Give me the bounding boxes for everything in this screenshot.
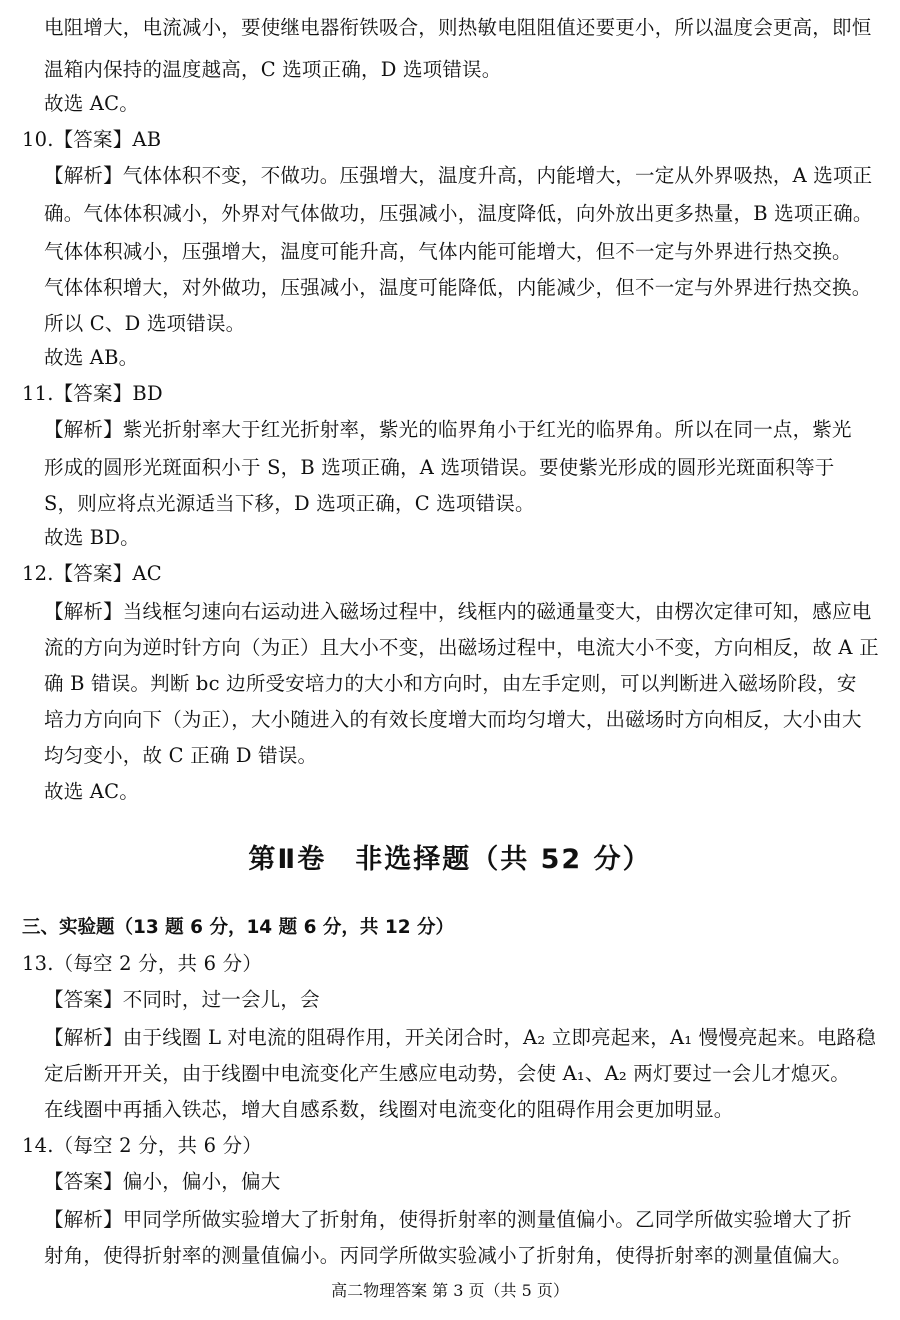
q12-line: 均匀变小，故 C 正确 D 错误。 (44, 744, 318, 767)
q13-line: 定后断开开关，由于线圈中电流变化产生感应电动势，会使 A₁、A₂ 两灯要过一会儿才熄灭。 (44, 1062, 850, 1085)
q10-line: 气体体积增大，对外做功，压强减小，温度可能降低，内能减少，但不一定与外界进行热交换。 (44, 276, 872, 299)
q14-header: 14.（每空 2 分，共 6 分） (22, 1134, 263, 1157)
text-line: 电阻增大，电流减小，要使继电器衔铁吸合，则热敏电阻阻值还要更小，所以温度会更高，即恒 (44, 16, 872, 39)
text-line: 温箱内保持的温度越高，C 选项正确，D 选项错误。 (44, 58, 502, 81)
q11-line: 形成的圆形光斑面积小于 S，B 选项正确，A 选项错误。要使紫光形成的圆形光斑面积等于 (44, 456, 835, 479)
q10-line: 【解析】气体体积不变，不做功。压强增大，温度升高，内能增大，一定从外界吸热，A 选项正 (44, 164, 873, 187)
q10-line: 气体体积减小，压强增大，温度可能升高，气体内能可能增大，但不一定与外界进行热交换。 (44, 240, 852, 263)
q10-line: 确。气体体积减小，外界对气体做功，压强减小，温度降低，向外放出更多热量，B 选项正确。 (44, 202, 873, 225)
page-footer: 高二物理答案 第 3 页（共 5 页） (331, 1281, 569, 1300)
q11-line: 故选 BD。 (44, 526, 140, 549)
q14-line: 【答案】偏小，偏小，偏大 (44, 1170, 281, 1193)
q13-line: 【答案】不同时，过一会儿，会 (44, 988, 320, 1011)
q13-header: 13.（每空 2 分，共 6 分） (22, 952, 263, 975)
q10-line: 所以 C、D 选项错误。 (44, 312, 246, 335)
q12-line: 流的方向为逆时针方向（为正）且大小不变，出磁场过程中，电流大小不变，方向相反，故 A 正 (44, 636, 879, 659)
q13-line: 在线圈中再插入铁芯，增大自感系数，线圈对电流变化的阻碍作用会更加明显。 (44, 1098, 734, 1121)
q12-line: 确 B 错误。判断 bc 边所受安培力的大小和方向时，由左手定则，可以判断进入磁场阶段，安 (44, 672, 857, 695)
q14-line: 【解析】甲同学所做实验增大了折射角，使得折射率的测量值偏小。乙同学所做实验增大了折 (44, 1208, 852, 1231)
q14-line: 射角，使得折射率的测量值偏小。丙同学所做实验减小了折射角，使得折射率的测量值偏大。 (44, 1244, 852, 1267)
q12-line: 故选 AC。 (44, 780, 139, 803)
q10-line: 故选 AB。 (44, 346, 139, 369)
q12-line: 【解析】当线框匀速向右运动进入磁场过程中，线框内的磁通量变大，由楞次定律可知，感应电 (44, 600, 872, 623)
q11-answer: 11.【答案】BD (22, 382, 163, 405)
part-title: 第Ⅱ卷 非选择题（共 52 分） (248, 844, 652, 875)
q12-answer: 12.【答案】AC (22, 562, 162, 585)
q10-answer: 10.【答案】AB (22, 128, 162, 151)
section-heading: 三、实验题（13 题 6 分，14 题 6 分，共 12 分） (22, 917, 455, 938)
q11-line: S，则应将点光源适当下移，D 选项正确，C 选项错误。 (44, 492, 535, 515)
q11-line: 【解析】紫光折射率大于红光折射率，紫光的临界角小于红光的临界角。所以在同一点，紫光 (44, 418, 852, 441)
text-line: 故选 AC。 (44, 92, 139, 115)
q13-line: 【解析】由于线圈 L 对电流的阻碍作用，开关闭合时，A₂ 立即亮起来，A₁ 慢慢亮起来。电路稳 (44, 1026, 876, 1049)
q12-line: 培力方向向下（为正），大小随进入的有效长度增大而均匀增大，出磁场时方向相反，大小由大 (44, 708, 862, 731)
